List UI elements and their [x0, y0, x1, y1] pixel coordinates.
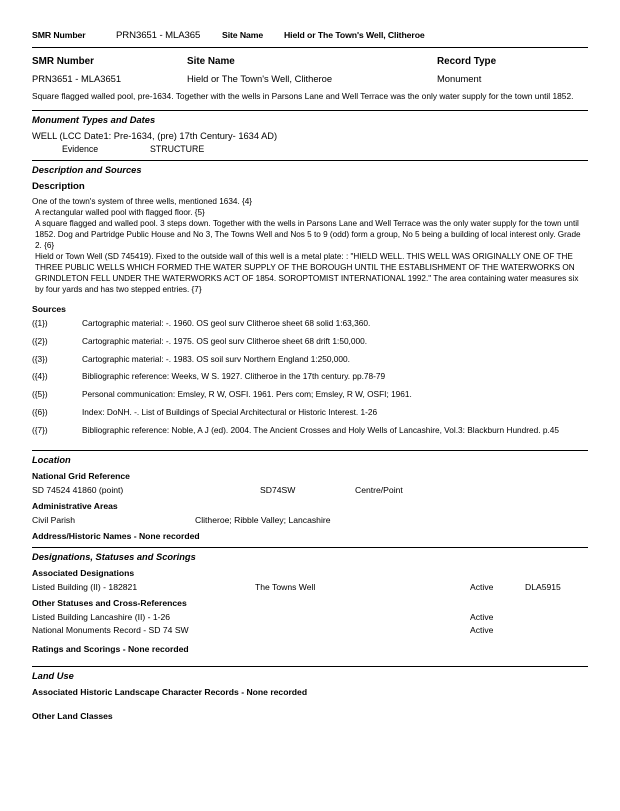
value-smr-number: PRN3651 - MLA3651	[32, 73, 122, 84]
other-status-row	[32, 612, 588, 625]
section-title-land-use: Land Use	[32, 671, 74, 682]
source-key: ({6})	[32, 406, 48, 417]
civil-parish-row	[32, 515, 588, 531]
source-key: ({7})	[32, 424, 48, 435]
subsection-title-other-statuses: Other Statuses and Cross-References	[32, 598, 187, 609]
source-item	[32, 318, 588, 336]
other-status-value: Active	[470, 625, 494, 636]
section-title-monument-types: Monument Types and Dates	[32, 115, 156, 126]
record-summary-text: Square flagged walled pool, pre-1634. Together with the wells in Parsons Lane and Well Terrace was the only water supply for the town until 1852.	[32, 91, 574, 101]
source-key: ({2})	[32, 335, 48, 346]
source-item	[32, 354, 588, 372]
source-text: Personal communication: Emsley, R W, OSFI. 1961. Pers com; Emsley, R W, OSFI; 1961.	[82, 389, 412, 400]
record-summary-table	[32, 48, 588, 91]
associated-designation-row	[32, 582, 588, 598]
ngr-sheet: SD74SW	[260, 485, 296, 496]
civil-parish-label: Civil Parish	[32, 515, 75, 526]
source-key: ({1})	[32, 317, 48, 328]
description-paragraph: A rectangular walled pool with flagged floor. {5}	[35, 208, 205, 218]
other-status-value: Active	[470, 612, 494, 623]
ngr-point-type: Centre/Point	[355, 485, 403, 496]
subsection-title-administrative-areas: Administrative Areas	[32, 501, 118, 512]
header-site-name-value: Hield or The Town's Well, Clitheroe	[284, 30, 425, 40]
column-header-smr-number: SMR Number	[32, 56, 94, 67]
source-text: Index: DoNH. -. List of Buildings of Special Architectural or Historic Interest. 1-26	[82, 406, 378, 417]
record-summary-header-row	[32, 56, 588, 73]
description-body	[32, 197, 588, 304]
source-item	[32, 407, 588, 425]
source-text: Bibliographic reference: Noble, A J (ed). 2004. The Ancient Crosses and Holy Wells of Lancashire, Vol.3: Blackburn Hundred. p.45	[82, 424, 560, 435]
designation-reference: DLA5915	[525, 582, 561, 593]
column-header-record-type: Record Type	[437, 56, 497, 67]
description-paragraph: One of the town's system of three wells, mentioned 1634. {4}	[32, 197, 253, 207]
national-grid-reference-row	[32, 485, 588, 501]
source-text: Cartographic material: -. 1960. OS geol surv Clitheroe sheet 68 solid 1:63,360.	[82, 317, 371, 328]
value-site-name: Hield or The Town's Well, Clitheroe	[187, 73, 333, 84]
other-status-label: National Monuments Record - SD 74 SW	[32, 625, 189, 636]
address-historic-names-line: Address/Historic Names - None recorded	[32, 531, 200, 542]
source-key: ({4})	[32, 371, 48, 382]
evidence-value: STRUCTURE	[150, 144, 205, 155]
subsection-title-sources: Sources	[32, 303, 66, 314]
document-running-header	[32, 0, 588, 47]
section-title-description-and-sources: Description and Sources	[32, 165, 142, 176]
monument-type-entry: WELL (LCC Date1: Pre-1634, (pre) 17th Century- 1634 AD)	[32, 131, 278, 142]
section-title-designations: Designations, Statuses and Scorings	[32, 552, 196, 563]
record-summary-value-row	[32, 73, 588, 91]
source-key: ({5})	[32, 389, 48, 400]
description-paragraph: Hield or Town Well (SD 745419). Fixed to the outside wall of this well is a metal plate: : "HIELD WELL. THIS WELL WAS ORIGINALLY ONE OF THE THREE PUBLIC WELLS WHICH FORMED THE WATER SUPPLY OF THE BOROUGH UNTIL THE ESTABLISHMENT OF THE WATERWORKS ON GRINDLETON FELL UNDER THE WATERWORKS ACT OF 1854. SOROPTOMIST INTERNATIONAL 1992." The area containing water measures six by four yards and has two stepped entries. {7}	[35, 252, 579, 294]
hlc-records-line: Associated Historic Landscape Character Records - None recorded	[32, 687, 308, 698]
ngr-value: SD 74524 41860 (point)	[32, 485, 124, 496]
source-key: ({3})	[32, 353, 48, 364]
source-item	[32, 371, 588, 389]
section-title-location: Location	[32, 455, 71, 466]
description-paragraph: A square flagged and walled pool. 3 steps down. Together with the wells in Parsons Lane and Well Terrace was the only water supply for the town until 1852. Dog and Partridge Public House and No 3, The Towns Well and Nos 5 to 9 (odd) form a group, No 5 being a building of local interest only. Grade 2. {6}	[35, 219, 581, 251]
subsection-title-associated-designations: Associated Designations	[32, 568, 135, 579]
monument-evidence-row	[32, 144, 588, 160]
source-text: Cartographic material: -. 1983. OS soil surv Northern England 1:250,000.	[82, 353, 350, 364]
other-status-row	[32, 625, 588, 638]
designation-name: The Towns Well	[255, 582, 316, 593]
source-text: Bibliographic reference: Weeks, W S. 1927. Clitheroe in the 17th century. pp.78-79	[82, 371, 386, 382]
subsection-title-other-land-classes: Other Land Classes	[32, 711, 113, 722]
evidence-label: Evidence	[62, 144, 99, 155]
value-record-type: Monument	[437, 73, 482, 84]
ratings-and-scorings-line: Ratings and Scorings - None recorded	[32, 644, 189, 655]
header-smr-number-label: SMR Number	[32, 30, 86, 40]
source-item	[32, 425, 588, 443]
subsection-title-national-grid-reference: National Grid Reference	[32, 471, 130, 482]
header-smr-number-value: PRN3651 - MLA365	[116, 30, 201, 41]
source-text: Cartographic material: -. 1975. OS geol surv Clitheroe sheet 68 drift 1:50,000.	[82, 335, 368, 346]
source-item	[32, 389, 588, 407]
civil-parish-value: Clitheroe; Ribble Valley; Lancashire	[195, 515, 331, 526]
sources-list	[32, 318, 588, 450]
subsection-title-description: Description	[32, 181, 85, 193]
source-item	[32, 336, 588, 354]
header-site-name-label: Site Name	[222, 30, 264, 40]
designation-status: Active	[470, 582, 494, 593]
column-header-site-name: Site Name	[187, 56, 235, 67]
other-status-label: Listed Building Lancashire (II) - 1-26	[32, 612, 171, 623]
designation-label: Listed Building (II) - 182821	[32, 582, 138, 593]
